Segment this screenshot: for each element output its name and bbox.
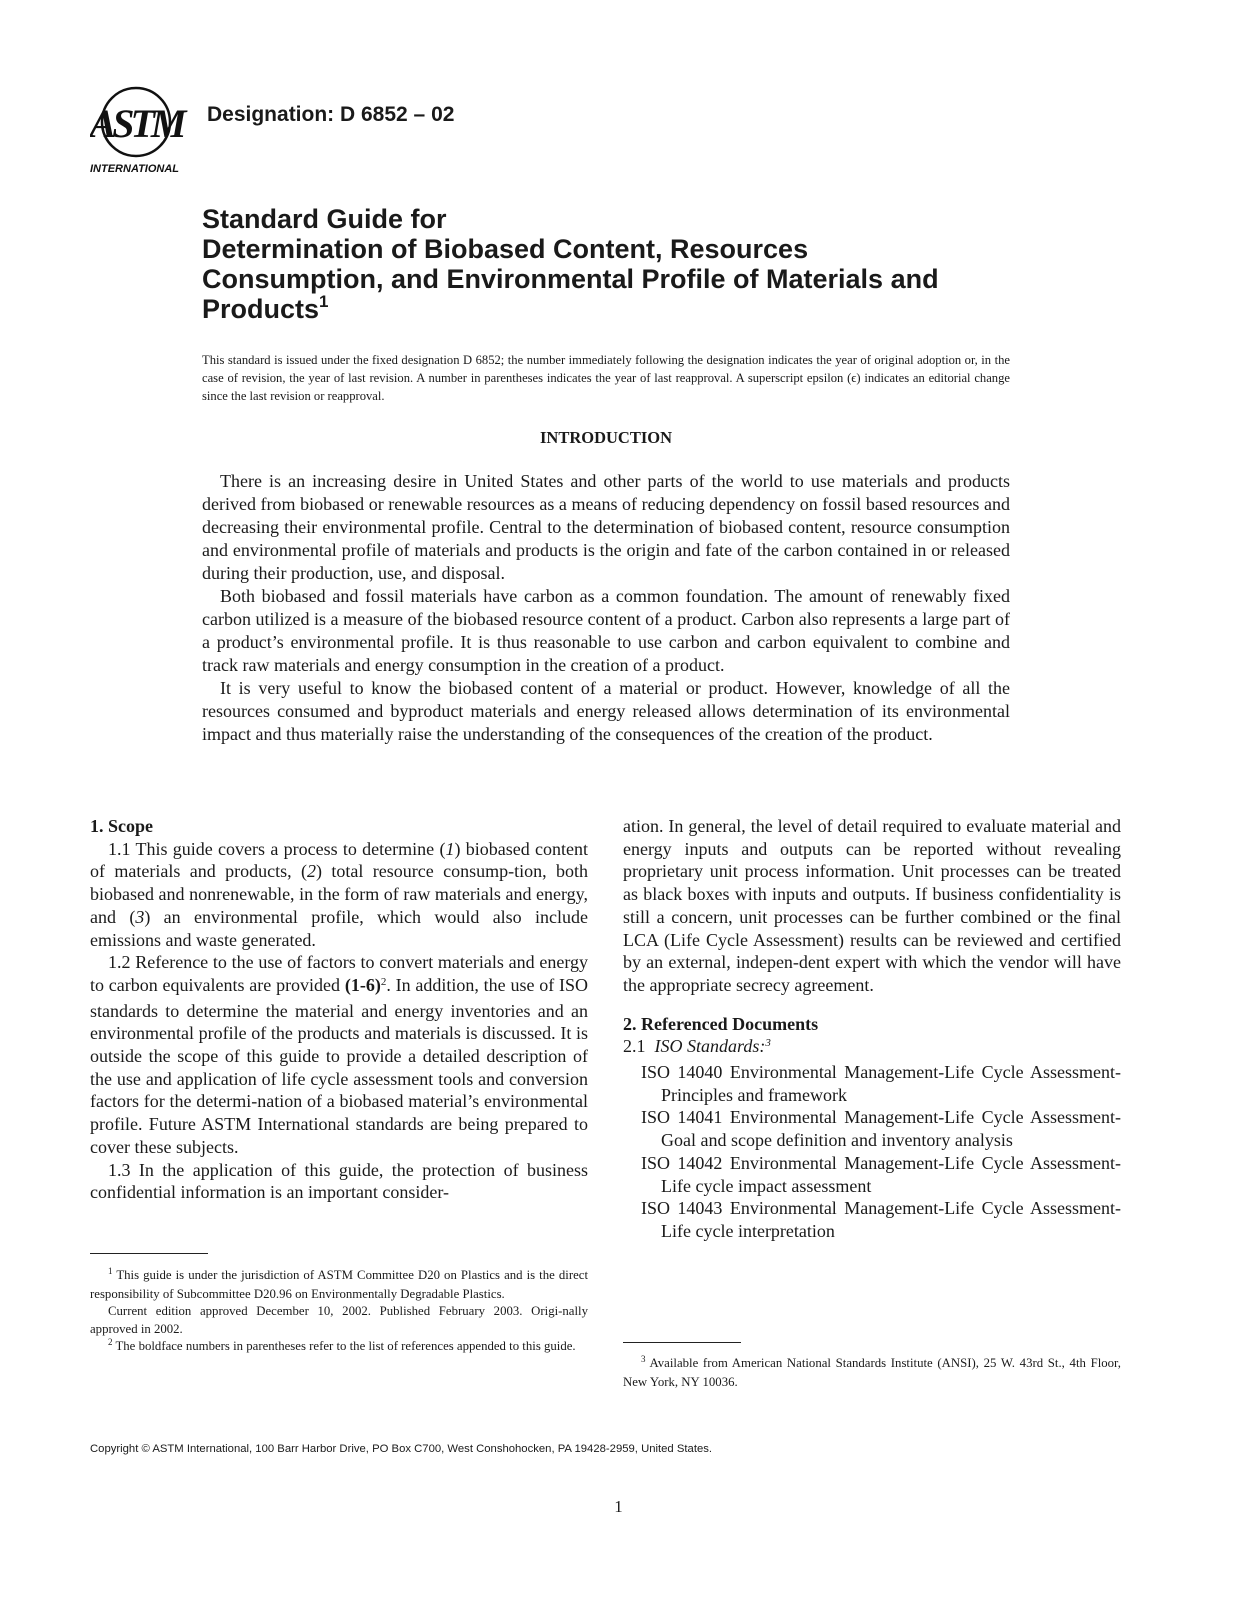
reference-item: ISO 14040 Environmental Management-Life Cycle Assessment-Principles and framework xyxy=(641,1062,1121,1105)
logo-subtext: INTERNATIONAL xyxy=(90,163,180,175)
italic-number: 2 xyxy=(307,861,316,882)
left-column xyxy=(90,815,588,1204)
reference-item: ISO 14042 Environmental Management-Life Cycle Assessment-Life cycle impact assessment xyxy=(641,1152,1121,1196)
introduction-heading: INTRODUCTION xyxy=(539,428,673,447)
reference-numbers: (1-6) xyxy=(344,974,381,995)
footnote-3 xyxy=(623,1355,1121,1391)
footnote-text: This guide is under the jurisdiction of ASTM Committee D20 on Plastics and is the direct responsibility of Subcommittee D20.96 on Environmentally Degradable Plastics. xyxy=(90,1268,589,1301)
footnote-mark: 1 xyxy=(108,1266,113,1276)
footnote-1 xyxy=(90,1267,588,1303)
scope-para-1-3-continued: ation. In general, the level of detail required to evaluate material and energy inputs and outputs can be reported without revealing proprietary unit process information. Unit processes can be treated as black boxes with inputs and outputs. If business confidentiality is still a concern, unit processes can be further combined or the final LCA (Life Cycle Assessment) results can be reviewed and certified by an external, indepen-dent expert with which the vendor will have the appropriate secrecy agreement. xyxy=(623,816,1121,995)
logo-text: ASTM xyxy=(90,101,183,146)
footnote-divider xyxy=(90,1253,208,1254)
reference-item: ISO 14043 Environmental Management-Life Cycle Assessment-Life cycle interpretation xyxy=(641,1198,1121,1241)
scope-heading: 1. Scope xyxy=(90,816,153,836)
scope-para-1-2 xyxy=(90,951,588,1158)
footnote-mark: 3 xyxy=(765,1037,771,1050)
footnote-divider xyxy=(623,1342,741,1343)
text-run: . In addition, the use of ISO standards to determine the material and energy inventories and an environmental profile of the products and materials is discussed. It is outside the scope of this guide to provide a detailed description of the use and application of life cycle assessment tools and conversion factors for the determi-nation of a biobased material’s environmental profile. Future ASTM International standards are being prepared to cover these subjects. xyxy=(90,974,589,1157)
scope-para-1-1 xyxy=(90,838,588,952)
introduction xyxy=(202,470,1010,746)
footnote-text: The boldface numbers in parentheses refer to the list of references appended to this guide. xyxy=(115,1339,576,1353)
intro-paragraph: There is an increasing desire in United States and other parts of the world to use materials and products derived from biobased or renewable resources as a means of reducing dependency on fossil based resources and decreasing their environmental profile. Central to the determination of biobased content, resource consumption and environmental profile of materials and products is the origin and fate of the carbon contained in or released during their production, use, and disposal. xyxy=(202,471,1010,583)
right-column xyxy=(623,815,1121,1243)
title-footnote-mark: 1 xyxy=(319,292,329,311)
title-line-3: Consumption, and Environmental Profile of Materials and xyxy=(202,264,939,294)
document-title xyxy=(202,204,1102,328)
intro-paragraph: Both biobased and fossil materials have carbon as a common foundation. The amount of renewably fixed carbon utilized is a measure of the biobased resource content of a product. Carbon also represents a large part of a product’s environmental profile. It is thus reasonable to use carbon and carbon equivalent to combine and track raw materials and energy consumption in the creation of a product. xyxy=(202,586,1010,675)
footnote-text: Available from American National Standards Institute (ANSI), 25 W. 43rd St., 4th Floor, New York, NY 10036. xyxy=(623,1356,1121,1389)
intro-paragraph: It is very useful to know the biobased content of a material or product. However, knowledge of all the resources consumed and byproduct materials and energy released allows determination of its environmental impact and thus materially raise the understanding of the consequences of the creation of the product. xyxy=(202,678,1010,744)
astm-logo xyxy=(90,82,190,176)
title-line-4-text: Products xyxy=(202,294,320,324)
footnote-mark: 2 xyxy=(380,975,387,988)
sub-number: 2.1 xyxy=(623,1036,646,1057)
page-number: 1 xyxy=(614,1497,623,1516)
footnotes-right xyxy=(623,1355,1121,1391)
scope-para-1-3: 1.3 In the application of this guide, the protection of business confidential information is an important consider- xyxy=(90,1159,588,1203)
referenced-documents-heading: 2. Referenced Documents xyxy=(623,1013,819,1034)
title-line-1: Standard Guide for xyxy=(202,204,447,234)
footnotes-left xyxy=(90,1267,588,1357)
italic-number: 1 xyxy=(445,838,455,859)
sub-label: ISO Standards: xyxy=(654,1036,766,1057)
text-run: ) biobased content of materials and products, ( xyxy=(90,838,589,882)
iso-standards-subheading xyxy=(623,1035,1121,1061)
reference-item: ISO 14041 Environmental Management-Life Cycle Assessment-Goal and scope definition and inventory analysis xyxy=(641,1107,1121,1151)
text-run: 1.2 Reference to the use of factors to convert materials and energy to carbon equivalents are provided xyxy=(90,952,588,995)
footnote-2 xyxy=(90,1338,588,1357)
footnote-mark: 3 xyxy=(641,1354,646,1364)
title-line-4 xyxy=(202,294,1102,328)
issued-note: This standard is issued under the fixed designation D 6852; the number immediately following the designation indicates the year of original adoption or, in the case of revision, the year of last revision. A number in parentheses indicates the year of last reapproval. A superscript epsilon (ϵ) indicates an editorial change since the last revision or reapproval. xyxy=(202,353,1010,403)
copyright-notice: Copyright © ASTM International, 100 Barr Harbor Drive, PO Box C700, West Conshohocken, PA 19428-2959, United States. xyxy=(90,1443,713,1455)
footnote-mark: 2 xyxy=(108,1337,113,1347)
text-run: ) an environmental profile, which would also include emissions and waste generated. xyxy=(90,906,588,950)
title-line-2: Determination of Biobased Content, Resources xyxy=(202,234,809,264)
footnote-1-edition: Current edition approved December 10, 2002. Published February 2003. Origi-nally approved in 2002. xyxy=(90,1304,588,1336)
text-run: ) total resource consump-tion, both biobased and nonrenewable, in the form of raw materials and energy, and ( xyxy=(90,861,588,927)
designation: Designation: D 6852 – 02 xyxy=(207,103,455,126)
text-run: 1.1 This guide covers a process to determine ( xyxy=(108,838,446,859)
italic-number: 3 xyxy=(135,906,145,927)
